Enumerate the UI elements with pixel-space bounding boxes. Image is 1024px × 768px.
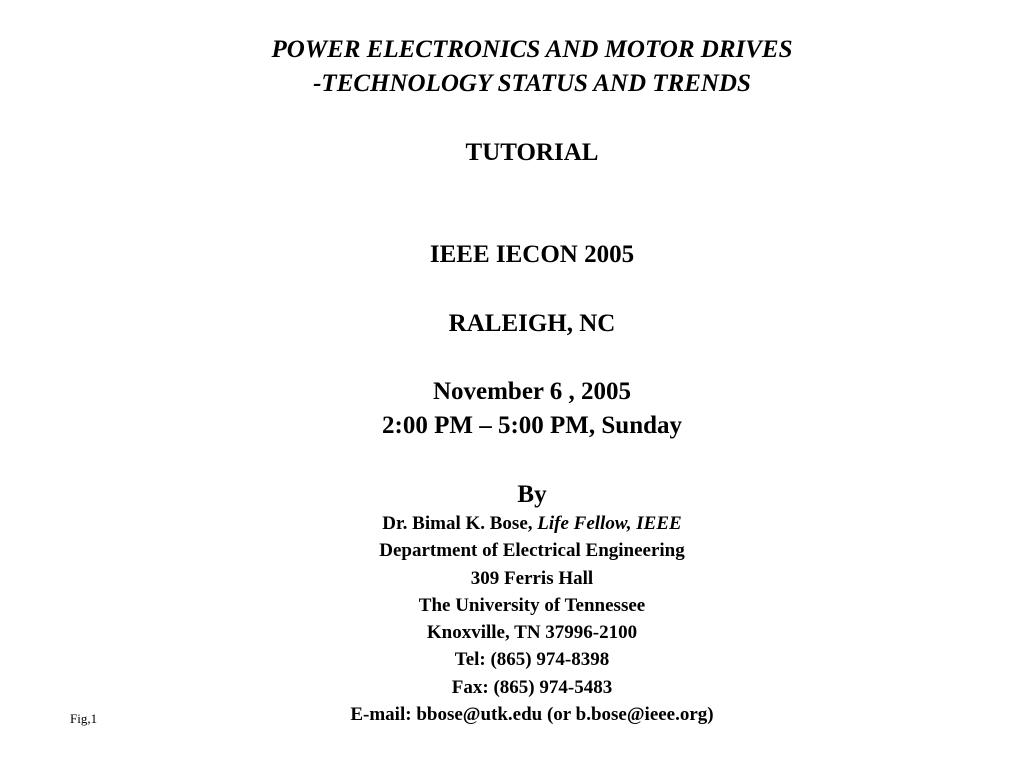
email: E-mail: bbose@utk.edu (or b.bose@ieee.org) bbox=[350, 704, 714, 725]
city: Knoxville, TN 37996-2100 bbox=[426, 622, 638, 643]
telephone: Tel: (865) 974-8398 bbox=[454, 649, 610, 670]
event-date: November 6 , 2005 bbox=[432, 378, 632, 405]
figure-label: Fig,1 bbox=[70, 711, 98, 726]
title-line-2: -TECHNOLOGY STATUS AND TRENDS bbox=[313, 70, 751, 97]
address-line: 309 Ferris Hall bbox=[470, 568, 594, 589]
conference-name: IEEE IECON 2005 bbox=[429, 241, 635, 268]
subtitle: TUTORIAL bbox=[465, 139, 599, 166]
location: RALEIGH, NC bbox=[448, 310, 616, 337]
title-line-1: POWER ELECTRONICS AND MOTOR DRIVES bbox=[271, 36, 793, 63]
by-label: By bbox=[517, 481, 547, 508]
fax: Fax: (865) 974-5483 bbox=[451, 677, 613, 698]
department: Department of Electrical Engineering bbox=[379, 540, 685, 561]
author-line bbox=[0, 513, 1024, 535]
event-time: 2:00 PM – 5:00 PM, Sunday bbox=[382, 412, 682, 439]
author-name: Dr. Bimal K. Bose, bbox=[382, 513, 538, 534]
author-honor: Life Fellow, IEEE bbox=[537, 513, 682, 534]
university: The University of Tennessee bbox=[418, 595, 646, 616]
